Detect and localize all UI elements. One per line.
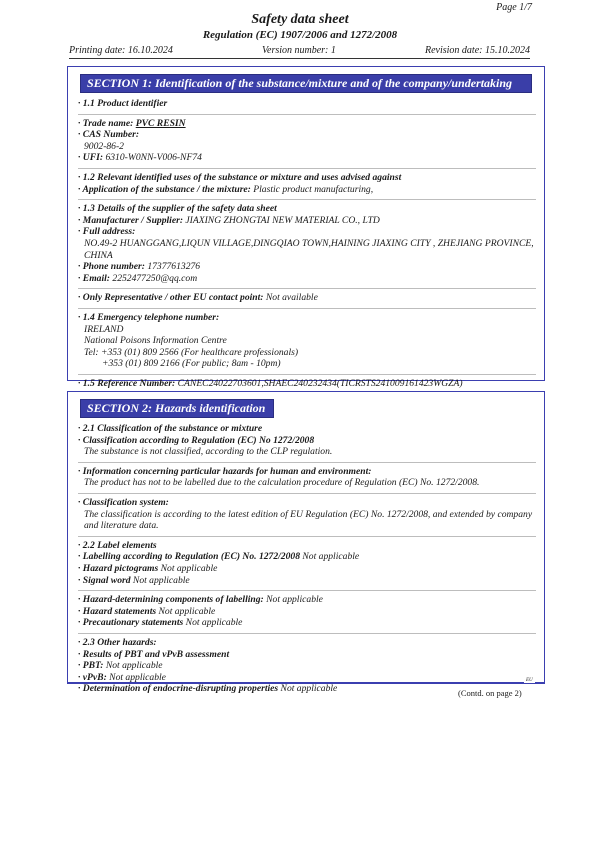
precautionary-statements-label: · Precautionary statements [78, 617, 186, 629]
page-number: Page 1/7 [496, 2, 532, 13]
revision-date: Revision date: 15.10.2024 [425, 45, 530, 56]
phone-label: · Phone number: [78, 261, 148, 273]
hazard-statements-label: · Hazard statements [78, 605, 159, 617]
other-hazards-heading: · 2.3 Other hazards: [78, 636, 157, 648]
trade-name-label: · Trade name: [78, 117, 136, 129]
reference-number-label: · 1.5 Reference Number: [78, 377, 178, 389]
emergency-country: IRELAND [84, 323, 124, 335]
classification-system-heading: · Classification system: [78, 496, 169, 508]
product-identifier-group [78, 95, 536, 115]
eu-contact-label: · Only Representative / other EU contact point: [78, 292, 266, 304]
supplier-details-group [78, 200, 536, 289]
product-identifier-heading: · 1.1 Product identifier [78, 98, 168, 109]
continued-note: (Contd. on page 2) [458, 688, 522, 698]
document-title: Safety data sheet [251, 12, 349, 27]
hazard-pictograms-value: Not applicable [160, 562, 218, 574]
vpvb-value: Not applicable [109, 671, 166, 683]
particular-hazards-heading: · Information concerning particular hazards for human and environment: [78, 465, 372, 477]
section-2-body [68, 418, 544, 699]
phone-value: 17377613276 [147, 261, 201, 273]
ufi-value: 6310-W0NN-V006-NF74 [105, 152, 202, 164]
pbt-label: · PBT: [78, 660, 106, 672]
section-1-body [68, 93, 544, 393]
labelling-value: Not applicable [302, 551, 360, 563]
section-1-heading: SECTION 1: Identification of the substance/mixture and of the company/undertaking [80, 74, 532, 93]
labelling-label: · Labelling according to Regulation (EC) No. 1272/2008 [78, 551, 303, 563]
document-meta-row [69, 45, 530, 59]
trade-info-group [78, 115, 536, 169]
footer-divider [67, 682, 545, 683]
email-label: · Email: [78, 272, 113, 284]
label-elements-heading: · 2.2 Label elements [78, 539, 157, 551]
printing-date: Printing date: 16.10.2024 [69, 45, 173, 56]
hazard-statements-value: Not applicable [158, 605, 216, 617]
manufacturer-label: · Manufacturer / Supplier: [78, 214, 186, 226]
document-header [0, 12, 600, 42]
emergency-phone-group [78, 309, 536, 375]
application-value: Plastic product manufacturing, [253, 183, 374, 195]
hazard-components-group [78, 591, 536, 634]
signal-word-value: Not applicable [132, 574, 190, 586]
version-number: Version number: 1 [262, 45, 336, 56]
precautionary-statements-value: Not applicable [185, 617, 243, 629]
full-address-value: NO.49-2 HUANGGANG,LIQUN VILLAGE,DINGQIAO TOWN,HAINING JIAXING CITY , ZHEJIANG PROVINCE, CHINA [84, 237, 534, 261]
supplier-details-heading: · 1.3 Details of the supplier of the safety data sheet [78, 203, 277, 215]
vpvb-label: · vPvB: [78, 671, 110, 683]
manufacturer-value: JIAXING ZHONGTAI NEW MATERIAL CO., LTD [185, 214, 380, 226]
full-address-label: · Full address: [78, 226, 136, 238]
email-value: 2252477250@qq.com [112, 272, 198, 284]
particular-hazards-group [78, 463, 536, 494]
hazard-components-value: Not applicable [266, 594, 323, 606]
trade-name-value: PVC RESIN [135, 117, 186, 129]
hazard-components-label: · Hazard-determining components of labelling: [78, 594, 267, 606]
eu-contact-group [78, 289, 536, 309]
eu-contact-value: Not available [265, 292, 318, 304]
endocrine-label: · Determination of endocrine-disrupting properties [78, 683, 281, 695]
classification-heading: · 2.1 Classification of the substance or mixture [78, 423, 263, 434]
classification-group [78, 420, 536, 463]
section-1-box [67, 66, 545, 389]
signal-word-label: · Signal word [78, 574, 133, 586]
reference-number-value: CANEC24022703601,SHAEC240232434(TICRSTS241009161423WGZA) [177, 377, 463, 389]
emergency-centre: National Poisons Information Centre [84, 335, 227, 347]
identified-uses-group [78, 169, 536, 200]
particular-hazards-text: The product has not to be labelled due to the calculation procedure of Regulation (EC) No. 1272/2008. [84, 477, 480, 489]
emergency-tel-public: +353 (01) 809 2166 (For public; 8am - 10pm) [102, 358, 281, 370]
identified-uses-heading: · 1.2 Relevant identified uses of the substance or mixture and uses advised against [78, 171, 402, 183]
classification-text: The substance is not classified, according to the CLP regulation. [84, 446, 333, 458]
cas-number-value: 9002-86-2 [84, 140, 124, 152]
section-2-heading: SECTION 2: Hazards identification [80, 399, 274, 418]
endocrine-value: Not applicable [280, 683, 338, 695]
hazard-pictograms-label: · Hazard pictograms [78, 562, 161, 574]
document-subtitle: Regulation (EC) 1907/2006 and 1272/2008 [202, 29, 398, 41]
emergency-phone-heading: · 1.4 Emergency telephone number: [78, 311, 220, 323]
eu-marker: EU [526, 678, 533, 683]
label-elements-group [78, 537, 536, 591]
pbt-value: Not applicable [105, 660, 163, 672]
application-label: · Application of the substance / the mixture: [78, 183, 254, 195]
pbt-assessment-heading: · Results of PBT and vPvB assessment [78, 648, 230, 660]
ufi-label: · UFI: [78, 152, 106, 164]
cas-number-label: · CAS Number: [78, 129, 140, 141]
emergency-tel-healthcare: Tel: +353 (01) 809 2566 (For healthcare professionals) [84, 346, 299, 358]
classification-system-group [78, 494, 536, 537]
classification-regulation: · Classification according to Regulation (EC) No 1272/2008 [78, 434, 315, 446]
classification-system-text: The classification is according to the latest edition of EU Regulation (EC) No. 1272/2008, and extended by company and literature data. [84, 508, 533, 532]
